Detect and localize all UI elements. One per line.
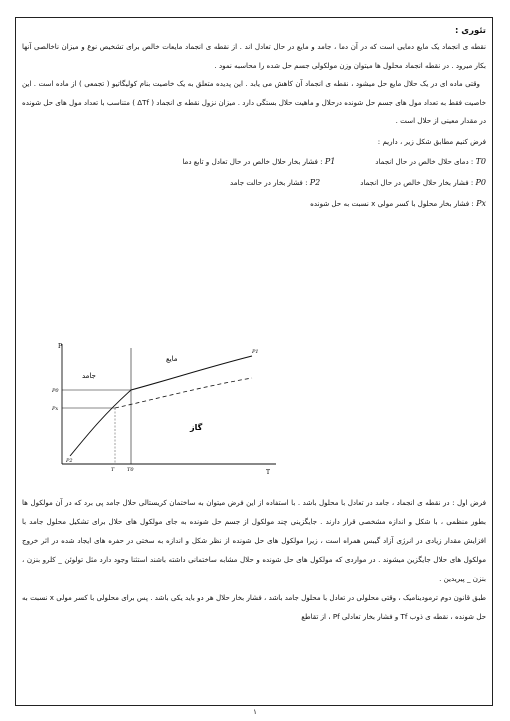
tick-p0: P0 xyxy=(52,388,59,394)
tick-t: T xyxy=(111,467,115,473)
label-solid: جامد xyxy=(82,372,96,380)
y-axis-label: P xyxy=(58,343,63,350)
label-p2: P2 xyxy=(66,458,73,464)
definition-p2: : فشار بخار در حالت جامد xyxy=(230,178,308,187)
symbol-t0: T0 xyxy=(475,157,486,166)
symbol-p0: P0 xyxy=(475,178,486,187)
label-gas: گاز xyxy=(190,423,203,432)
assumption-line: فرض کنیم مطابق شکل زیر ، داریم : xyxy=(377,136,486,146)
phase-diagram xyxy=(40,338,280,486)
x-axis-label: T xyxy=(266,469,271,476)
symbol-px: Px xyxy=(476,199,486,208)
tick-t0: T0 xyxy=(127,467,134,473)
solid-vapor-curve xyxy=(70,390,131,456)
label-p1: P1 xyxy=(252,349,259,355)
document-body-continued xyxy=(22,493,486,626)
paragraph-colligative: وقتی ماده ای در یک حلال مایع حل میشود ، نقطه ی انجماد آن کاهش می یابد . این پدیده متعلق به یک خاصیت بنام کولیگاتیو ( تجمعی ) از ماده است . این خاصیت فقط به تعداد مول های جسم حل شونده درحلال و ماهیت حلال بستگی دارد . میزان نزول نقطه ی انجماد ( ΔTf ) متناسب با تعداد مول های حل شونده در مقدار معینی از حلال است . xyxy=(22,79,486,125)
definition-p1: : فشار بخار حلال خالص در حال تعادل و تابع دما xyxy=(182,157,323,166)
symbol-p2: P2 xyxy=(309,178,321,187)
section-heading: تئوری : xyxy=(454,26,486,36)
document-body xyxy=(22,24,486,214)
definition-p0: : فشار بخار حلال خالص در حال انجماد xyxy=(360,178,474,187)
definition-row-t0-p1 xyxy=(22,151,486,172)
solution-curve xyxy=(115,378,252,408)
definition-t0: : دمای حلال خالص در حال انجماد xyxy=(375,157,474,166)
paragraph-second-law: طبق قانون دوم ترمودینامیک ، وقتی محلولی در تعادل با محلول جامد باشد ، فشار بخار حلال هر دو باید یکی باشد . پس برای محلولی با کسر مولی x نسبت به حل شونده ، نقطه ی ذوب Tf و فشار بخار تعادلی Pf ، از تقاطع xyxy=(22,593,486,621)
symbol-p1: P1 xyxy=(324,157,336,166)
page-number: ۱ xyxy=(253,708,257,716)
definitions-list xyxy=(22,151,486,214)
definition-row-px xyxy=(22,193,486,214)
pure-solvent-curve xyxy=(131,356,252,390)
paragraph-first-assumption: فرض اول : در نقطه ی انجماد ، جامد در تعادل با محلول باشد . با استفاده از این فرض میتوان به ساختمان کریستالی حلال جامد پی برد که در آن مولکول ها بطور منظمی ، با شکل و اندازه مشخصی قرار دارند . جایگزینی چند مولکول از جسم حل شونده به جای مولکول های حلال برای تشکیل محلول جامد با افزایش مقدار زیادی در انرژی آزاد گیبس همراه است ، زیرا مولکول های حل شونده از نظر شکل و اندازه به سختی در حفره های ایجاد شده در اثر خروج مولکول های حلال جایگزین میشوند . در مواردی که مولکول های حل شونده و حلال مشابه ساختمانی داشته باشند استثنا وجود دارد مثل تولوئن _ کلرو بنزن ، بنزن _ پیریدین . xyxy=(22,498,486,583)
label-liquid: مایع xyxy=(166,355,178,363)
paragraph-intro: نقطه ی انجماد یک مایع دمایی است که در آن دما ، جامد و مایع در حال تعادل اند . از نقطه ی انجماد مایعات خالص برای تشخیص نوع و میزان ناخالصی آنها بکار میرود . در نقطه انجماد محلول ها میتوان وزن مولکولی جسم حل شده را محاسبه نمود . xyxy=(22,42,486,70)
tick-px: Px xyxy=(52,406,59,412)
definition-px: : فشار بخار محلول با کسر مولی x نسبت به حل شونده xyxy=(310,199,474,208)
definition-row-p0-p2 xyxy=(22,172,486,193)
